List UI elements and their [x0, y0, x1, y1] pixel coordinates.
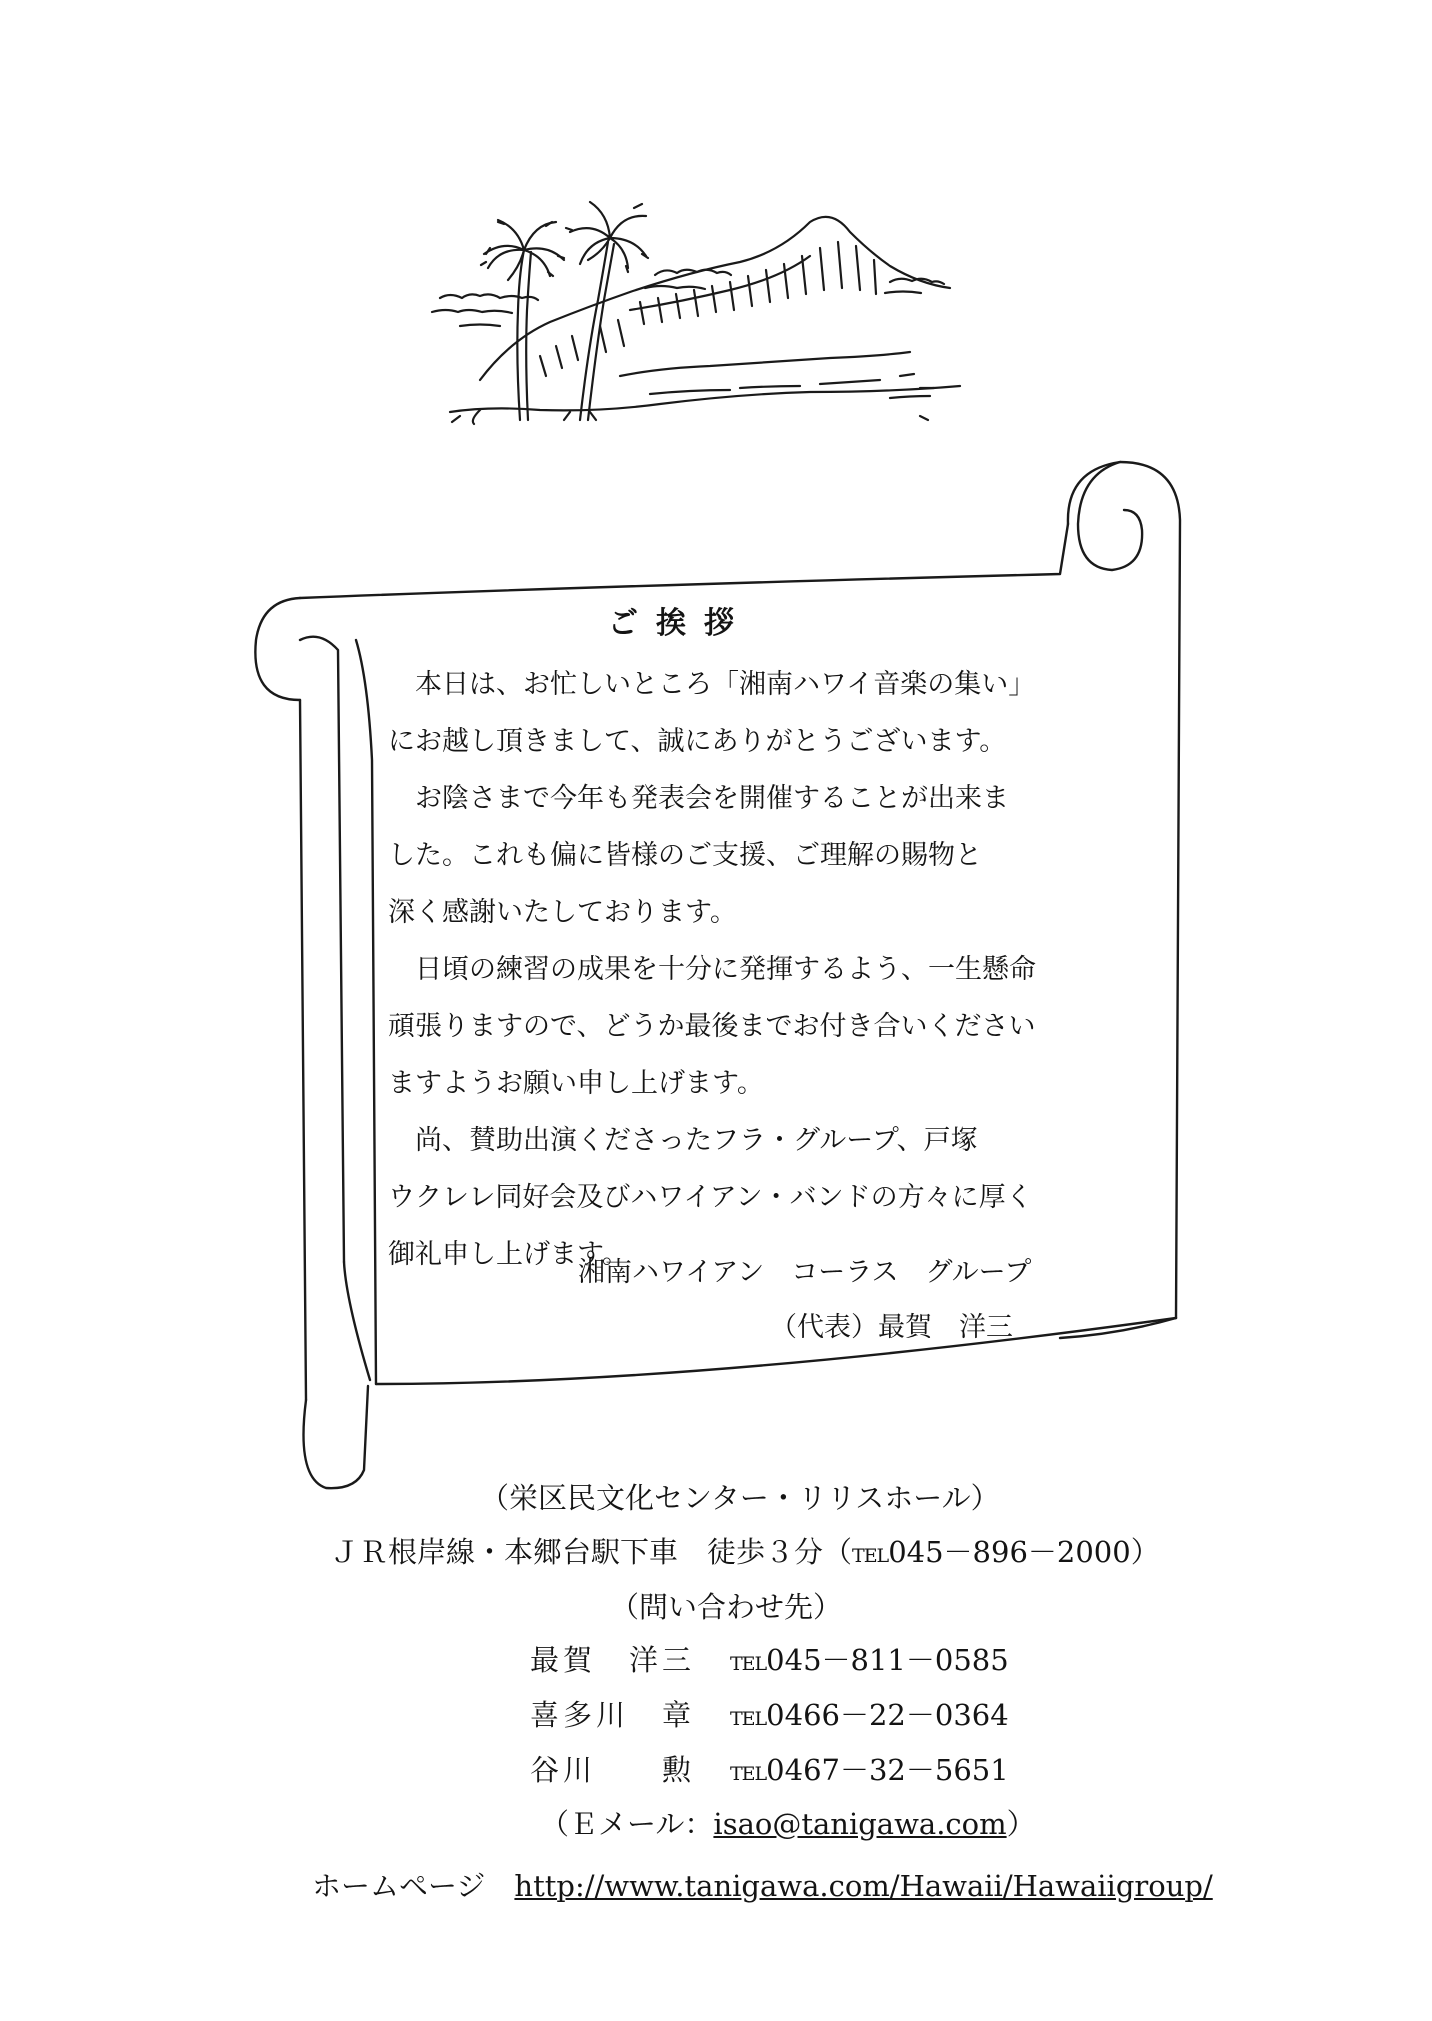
contact-name: 谷川 勲 — [530, 1753, 696, 1787]
greeting-body — [388, 656, 1108, 1283]
homepage-link[interactable]: http://www.tanigawa.com/Hawaii/Hawaiigroup/ — [514, 1869, 1213, 1903]
venue-tel: 045－896－2000） — [888, 1535, 1160, 1569]
email-link[interactable]: isao@tanigawa.com — [713, 1807, 1007, 1841]
contact-row — [530, 1693, 1009, 1734]
tel-mark: TEL — [730, 1653, 767, 1675]
homepage-line — [312, 1864, 1213, 1905]
contact-tel: 045－811－0585 — [766, 1643, 1009, 1677]
signature-group: 湘南ハワイアン コーラス グループ — [578, 1257, 1032, 1288]
tel-mark: TEL — [730, 1708, 767, 1730]
contact-name: 最賀 洋三 — [530, 1643, 696, 1677]
greeting-paragraph-3: 日頃の練習の成果を十分に発揮するよう、一生懸命 頑張りますので、どうか最後までお付き合いください ますようお願い申し上げます。 — [388, 954, 1036, 1099]
contact-tel: 0466－22－0364 — [766, 1698, 1009, 1732]
contact-row — [530, 1748, 1009, 1789]
email-label: （Ｅメール： — [540, 1807, 714, 1841]
tel-mark: TEL — [852, 1545, 889, 1567]
contact-heading: （問い合わせ先） — [610, 1590, 843, 1624]
venue-access-text: ＪＲ根岸線・本郷台駅下車 徒歩３分（ — [330, 1535, 853, 1569]
venue-access — [330, 1530, 1160, 1571]
venue-name: （栄区民文化センター・リリスホール） — [480, 1481, 1000, 1515]
contact-tel: 0467－32－5651 — [766, 1753, 1009, 1787]
email-line — [540, 1802, 1036, 1843]
greeting-paragraph-4: 尚、賛助出演くださったフラ・グループ、戸塚 ウクレレ同好会及びハワイアン・バンドの方々に厚く 御礼申し上げます。 — [388, 1125, 1033, 1270]
signature-representative: （代表）最賀 洋三 — [770, 1312, 1013, 1343]
greeting-paragraph-2: お陰さまで今年も発表会を開催することが出来ま した。これも偏に皆様のご支援、ご理解の賜物と 深く感謝いたしております。 — [388, 783, 1009, 928]
tel-mark: TEL — [730, 1763, 767, 1785]
homepage-label: ホームページ — [312, 1869, 515, 1903]
contact-row — [530, 1638, 1009, 1679]
greeting-title: ご挨拶 — [608, 606, 752, 641]
email-close: ） — [1006, 1807, 1036, 1841]
greeting-paragraph-1: 本日は、お忙しいところ「湘南ハワイ音楽の集い」 にお越し頂きまして、誠にありがとうございます。 — [388, 669, 1036, 757]
contact-name: 喜多川 章 — [530, 1698, 696, 1732]
